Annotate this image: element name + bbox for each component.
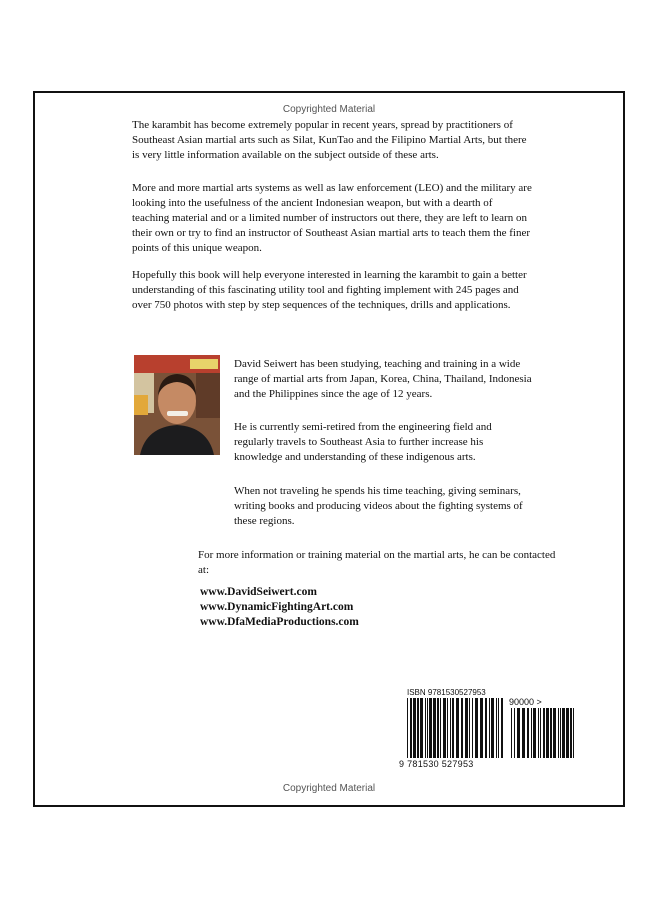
website-link[interactable]: www.DfaMediaProductions.com: [200, 616, 359, 628]
website-link[interactable]: www.DynamicFightingArt.com: [200, 601, 354, 613]
contact-info: For more information or training material on the martial arts, he can be contacted at:: [198, 549, 556, 576]
bio-paragraph-training: David Seiwert has been studying, teaching and training in a wide range of martial arts from Japan, Korea, China, Thailand, Indonesia and the Philippines since the age of 12 years.: [234, 358, 532, 400]
book-back-cover: [33, 91, 625, 807]
bio-paragraph-activities: When not traveling he spends his time teaching, giving seminars, writing books and producing videos about the fighting systems of these regions.: [234, 485, 523, 527]
paragraph-intro: The karambit has become extremely popular in recent years, spread by practitioners of Southeast Asian martial arts such as Silat, KunTao and the Filipino Martial Arts, but there is very little information available on the subject outside of these arts.: [132, 119, 527, 161]
price-code: 90000 >: [509, 697, 542, 707]
paragraph-book-summary: Hopefully this book will help everyone interested in learning the karambit to gain a better understanding of this fascinating utility tool and fighting implement with 245 pages and over 750 photos with step by step sequences of the techniques, drills and applications.: [132, 269, 527, 311]
author-portrait-image: [134, 355, 220, 455]
copyright-watermark-bottom: Copyrighted Material: [282, 783, 376, 794]
isbn-label: ISBN 9781530527953: [407, 688, 486, 697]
bio-paragraph-career: He is currently semi-retired from the engineering field and regularly travels to Southeast Asia to further increase his knowledge and understanding of these indigenous arts.: [234, 421, 492, 463]
isbn-digits: 9 781530 527953: [399, 759, 474, 769]
author-photo: [134, 355, 220, 455]
paragraph-usefulness: More and more martial arts systems as well as law enforcement (LEO) and the military are looking into the usefulness of the ancient Indonesian weapon, but with a dearth of teaching material and or a limited number of instructors out there, they are left to learn on their own or try to find an instructor of Southeast Asian martial arts to teach them the finer points of this unique weapon.: [132, 182, 532, 254]
isbn-barcode: [397, 686, 583, 771]
website-list: [200, 585, 359, 630]
copyright-watermark-top: Copyrighted Material: [282, 104, 376, 115]
website-link[interactable]: www.DavidSeiwert.com: [200, 586, 317, 598]
